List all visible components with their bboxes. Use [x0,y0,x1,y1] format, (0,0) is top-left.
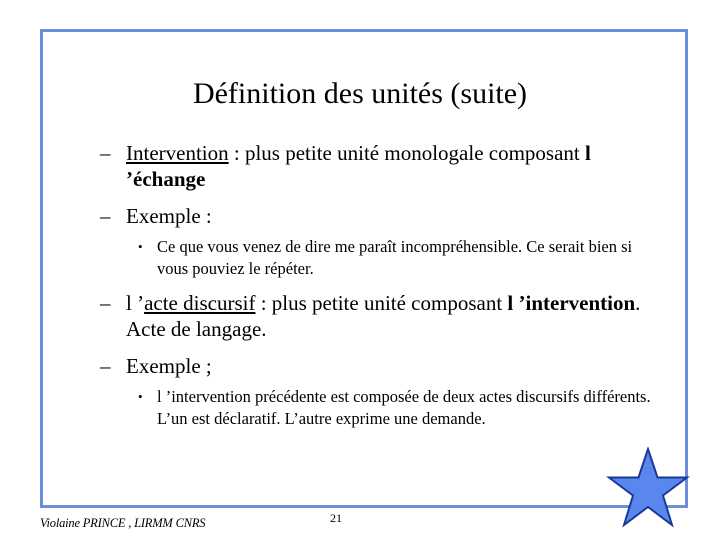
slide-title: Définition des unités (suite) [192,77,528,110]
list-item-exemple-2 [100,353,660,379]
tail-text: . Acte de langage. [126,291,641,341]
prefix-text: l ’ [126,291,145,315]
list-item-exemple-1 [100,203,660,229]
bullet-marker: • [138,239,143,254]
definition-text: : plus petite unité monologale composant [228,141,585,165]
star-icon [606,447,690,531]
exemple-label: Exemple : [126,204,212,228]
dash-marker: – [100,354,111,378]
page-number: 21 [330,511,342,525]
dash-marker: – [100,204,111,228]
bold-term: l ’intervention [507,291,636,315]
dash-marker: – [100,291,111,315]
term-acte-discursif: acte discursif [144,291,256,315]
list-item-acte-discursif [100,290,660,342]
bullet-marker: • [138,389,143,404]
dash-marker: – [100,141,111,165]
example-text: Ce que vous venez de dire me paraît incompréhensible. Ce serait bien si vous pouviez le répéter. [157,237,633,278]
example-text: l ’intervention précédente est composée de deux actes discursifs différents. L’un est déclaratif. L’autre exprime une demande. [157,387,651,428]
exemple-label: Exemple ; [126,354,212,378]
sub-item-example-2 [138,386,658,430]
term-intervention: Intervention [126,141,229,165]
star-shape [609,449,687,525]
sub-item-example-1 [138,236,658,280]
footer-author: Violaine PRINCE , LIRMM CNRS [40,516,206,530]
bold-term: l ’échange [126,141,591,191]
list-item-intervention [100,140,660,192]
definition-text: : plus petite unité composant [255,291,508,315]
